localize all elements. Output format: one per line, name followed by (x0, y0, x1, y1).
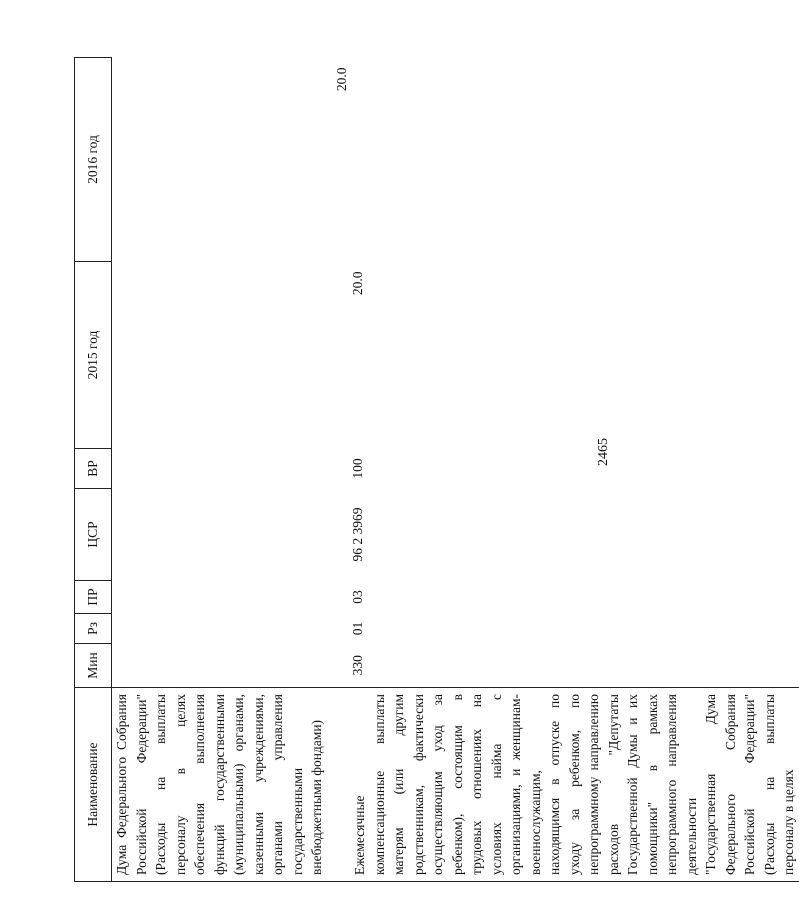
header-min: Мин (75, 644, 112, 688)
cell-csr: 96 2 3969 (350, 507, 365, 562)
rotated-table-wrapper (74, 58, 796, 882)
table-row (112, 58, 351, 882)
header-pr: ПР (75, 581, 112, 614)
cell-name: Ежемесячные компенсационные выплаты матерям (или другим родственникам, фактически осуществляющим уход за ребенком), состоящим в трудовых отношениях на условиях найма с организациями, и женщинам-военнослужащим, находящимся в отпуске по уходу за ребенком, по непрограммному направлению расходов "Депутаты Государственной Думы и их помощники" в рамках непрограммного направления деятельности "Государственная Дума Федерального Собрания Российской Федерации" (Расходы на выплаты персоналу в целях (350, 688, 799, 882)
cell-vr: 100 (350, 458, 365, 479)
cell-csr (112, 489, 351, 581)
cell-min: 330 (350, 655, 365, 676)
header-row (75, 58, 112, 882)
cell-min (112, 644, 351, 688)
cell-name: Дума Федерального Собрания Российской Федерации" (Расходы на выплаты персоналу в целях обеспечения выполнения функций государственными (муниципальными) органами, казенными учреждениями, органами управления государственными внебюджетными фондами) (112, 688, 351, 882)
cell-pr (112, 581, 351, 614)
cell-vr (112, 449, 351, 489)
header-rz: Рз (75, 614, 112, 644)
cell-2015 (112, 262, 351, 449)
header-2015: 2015 год (75, 262, 112, 449)
header-name: Наименование (75, 688, 112, 882)
cell-2016: 20.0 (334, 67, 349, 92)
header-vr: ВР (75, 449, 112, 489)
cell-rz (112, 614, 351, 644)
cell-rz: 01 (350, 621, 365, 636)
header-2016: 2016 год (75, 58, 112, 262)
header-csr: ЦСР (75, 489, 112, 581)
cell-pr: 03 (350, 590, 365, 604)
budget-table (74, 57, 799, 882)
page-number: 2465 (596, 438, 611, 466)
table-row (350, 58, 799, 882)
cell-2015: 20.0 (350, 271, 365, 296)
cell-2016 (350, 58, 799, 262)
